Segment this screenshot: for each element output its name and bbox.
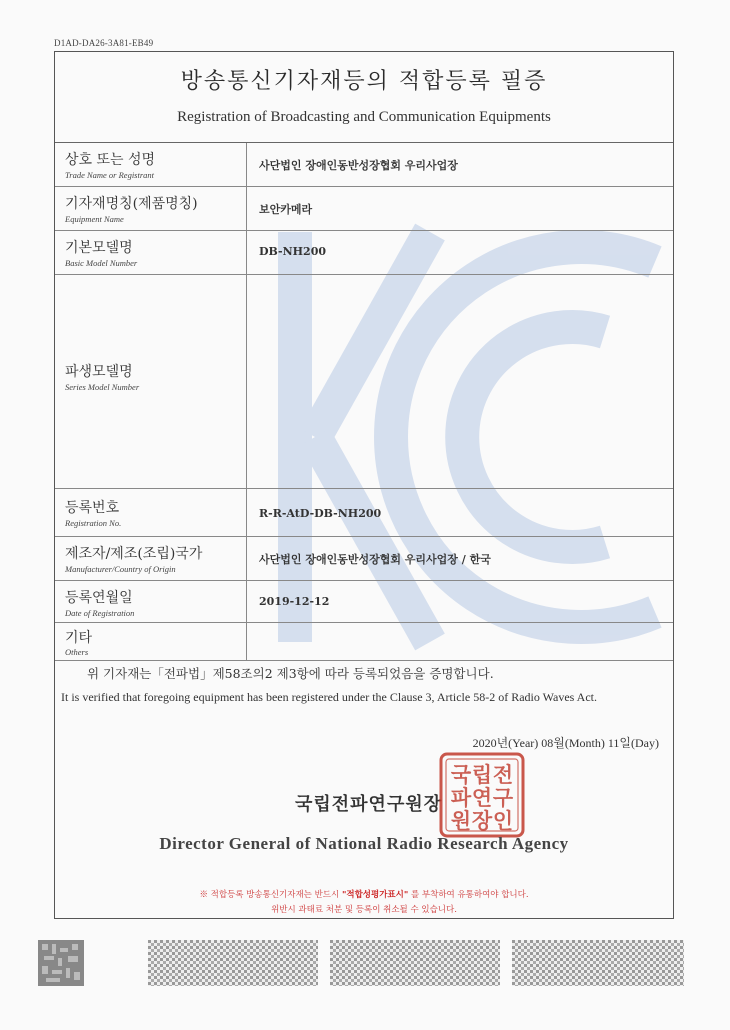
- field-label-ko: 제조자/제조(조립)국가: [65, 546, 203, 562]
- field-value-registration-no: R-R-AtD-DB-NH200: [259, 507, 382, 520]
- notice-line2: 위반시 과태료 처분 및 등록이 취소될 수 있습니다.: [271, 905, 457, 915]
- field-value-basic-model: DB-NH200: [259, 245, 327, 258]
- field-row-manufacturer: [55, 537, 673, 581]
- title-english: Registration of Broadcasting and Communication Equipments: [177, 109, 551, 125]
- field-label-en: Manufacturer/Country of Origin: [65, 564, 176, 574]
- field-label-ko: 등록연월일: [65, 590, 133, 606]
- svg-text:인: 인: [492, 808, 514, 833]
- field-label-en: Basic Model Number: [65, 258, 138, 268]
- 2d-barcode-2-icon: [330, 940, 500, 986]
- field-label-ko: 기본모델명: [65, 240, 133, 256]
- field-label-ko: 등록번호: [65, 500, 120, 516]
- document-id: D1AD-DA26-3A81-EB49: [54, 38, 154, 48]
- field-label-en: Trade Name or Registrant: [65, 170, 155, 180]
- field-row-basic-model: [55, 231, 673, 275]
- field-label-en: Equipment Name: [65, 214, 124, 224]
- certificate-frame: [54, 51, 674, 919]
- field-label-ko: 상호 또는 성명: [65, 152, 156, 168]
- field-label-en: Registration No.: [65, 518, 122, 528]
- title-korean: 방송통신기자재등의 적합등록 필증: [180, 69, 548, 94]
- field-row-registration-date: [55, 581, 673, 623]
- issuer-korean: 국립전파연구원장: [295, 794, 443, 815]
- field-value-registration-date: 2019-12-12: [259, 595, 330, 608]
- svg-text:원: 원: [450, 808, 472, 833]
- field-label-en: Others: [65, 647, 89, 657]
- svg-text:립: 립: [471, 762, 493, 787]
- notice-emphasis: "적합성평가표시": [341, 890, 409, 900]
- field-row-series-model: [55, 275, 673, 489]
- field-row-trade-name: [55, 143, 673, 187]
- certification-text-en: It is verified that foregoing equipment has been registered under the Clause 3, Article 58-2 of Radio Waves Act.: [61, 690, 597, 704]
- field-row-equipment-name: [55, 187, 673, 231]
- issue-date: 2020년(Year) 08월(Month) 11일(Day): [472, 736, 659, 750]
- svg-text:전: 전: [492, 762, 514, 787]
- field-label-ko: 파생모델명: [65, 364, 133, 380]
- small-2d-barcode-icon: [38, 940, 84, 986]
- notice-prefix: ※ 적합등록 방송통신기자재는 반드시: [199, 890, 340, 900]
- svg-text:파: 파: [450, 785, 472, 810]
- field-label-ko: 기타: [65, 630, 93, 646]
- certification-text-ko: 위 기자재는「전파법」제58조의2 제3항에 따라 등록되었음을 증명합니다.: [87, 666, 494, 681]
- svg-text:국: 국: [450, 762, 472, 787]
- field-row-others: [55, 623, 673, 661]
- field-row-registration-no: [55, 489, 673, 537]
- notice-suffix: 를 부착하여 유통하여야 합니다.: [410, 890, 529, 900]
- 2d-barcode-1-icon: [148, 940, 318, 986]
- official-seal-icon: [439, 752, 525, 838]
- svg-text:장: 장: [471, 808, 493, 833]
- field-label-en: Date of Registration: [65, 608, 135, 618]
- field-value-equipment-name: 보안카메라: [259, 203, 313, 216]
- field-value-trade-name: 사단법인 장애인동반성장협회 우리사업장: [259, 159, 458, 172]
- field-value-manufacturer: 사단법인 장애인동반성장협회 우리사업장 / 한국: [259, 553, 491, 566]
- field-label-en: Series Model Number: [65, 382, 140, 392]
- issuer-english: Director General of National Radio Research Agency: [159, 834, 569, 853]
- field-label-ko: 기자재명칭(제품명칭): [65, 196, 198, 212]
- svg-text:구: 구: [492, 785, 514, 810]
- svg-text:연: 연: [471, 785, 493, 810]
- registration-table: [55, 142, 673, 661]
- 2d-barcode-3-icon: [512, 940, 684, 986]
- notice-text: [55, 888, 673, 918]
